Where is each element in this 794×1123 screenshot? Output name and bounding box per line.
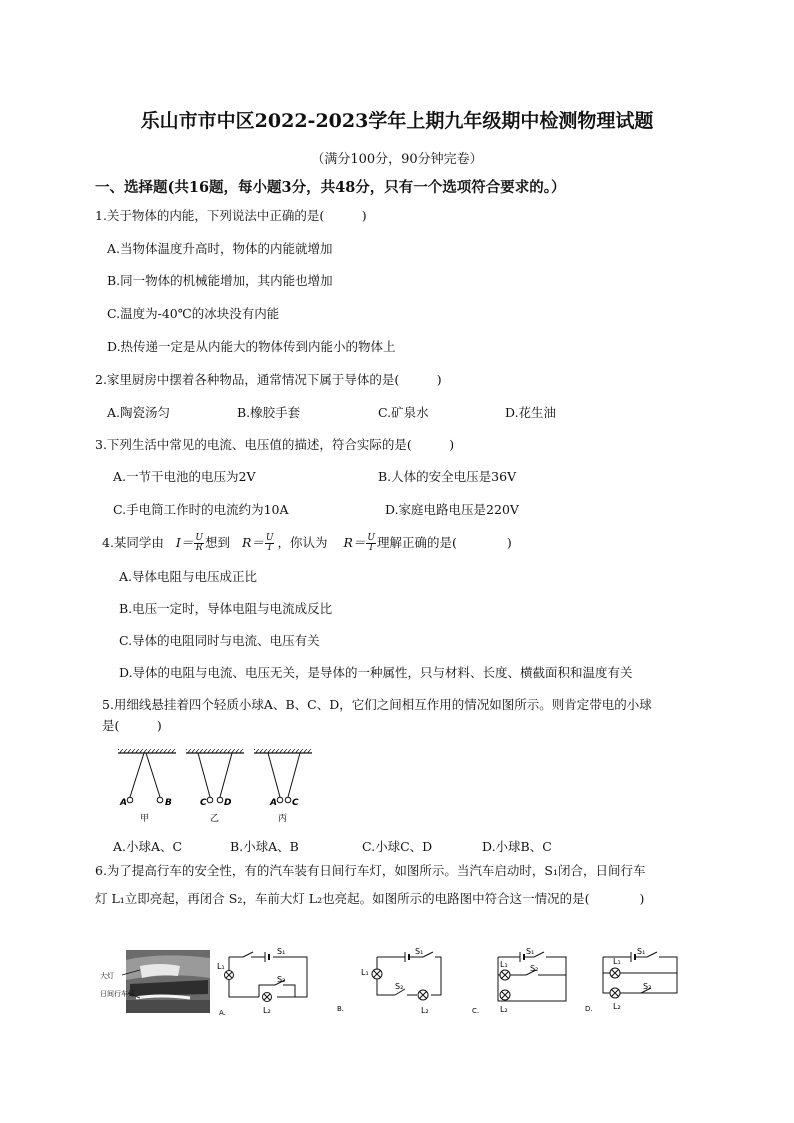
q5-option-d: D.小球B、C <box>482 839 552 854</box>
q3-stem: 3.下列生活中常见的电流、电压值的描述，符合实际的是( ) <box>95 437 455 452</box>
charged-balls-figure <box>110 745 320 830</box>
exam-info: （满分100分，90分钟完卷） <box>311 152 483 167</box>
lamp-label: L₂ <box>421 1006 429 1015</box>
car-photo <box>100 950 210 1013</box>
option-label: D. <box>585 1005 593 1013</box>
q1-option-b: B.同一物体的机械能增加，其内能也增加 <box>107 273 333 288</box>
ball-label: A <box>120 798 127 808</box>
formula-resistance <box>366 534 376 553</box>
q5-stem-line2: 是( ) <box>102 718 162 733</box>
q2-option-d: D.花生油 <box>505 405 557 420</box>
q6-stem-line1: 6.为了提高行车的安全性，有的汽车装有日间行车灯，如图所示。当汽车启动时，S₁闭合，日间行车 <box>95 863 646 878</box>
lamp-label: L₂ <box>263 1006 271 1015</box>
photo-label-daylight: 日间行车灯 <box>100 990 135 998</box>
formula-lhs: R＝ <box>241 535 264 550</box>
option-label: A. <box>219 1009 226 1017</box>
q5-option-b: B.小球A、B <box>230 839 299 854</box>
photo-label-headlight: 大灯 <box>100 972 114 980</box>
switch-label: S₁ <box>277 947 286 956</box>
q4-option-b: B.电压一定时，导体电阻与电流成反比 <box>119 601 333 616</box>
q4-option-d: D.导体的电阻与电流、电压无关，是导体的一种属性，只与材料、长度、横截面积和温度有关 <box>119 665 633 680</box>
q2-option-b: B.橡胶手套 <box>237 405 301 420</box>
q3-option-b: B.人体的安全电压是36V <box>378 469 517 484</box>
formula-lhs: I＝ <box>175 535 194 550</box>
q1-option-d: D.热传递一定是从内能大的物体传到内能小的物体上 <box>107 339 396 354</box>
ball-label: C <box>200 798 207 808</box>
fraction-numerator: U <box>195 533 203 543</box>
ball-label: D <box>224 798 232 808</box>
q4-mid-text: 想到 <box>204 535 230 550</box>
q1-option-c: C.温度为-40℃的冰块没有内能 <box>107 306 280 321</box>
switch-label: S₂ <box>395 982 404 991</box>
option-label: B. <box>337 1005 345 1013</box>
q4-mid-text: ，你认为 <box>277 535 328 550</box>
switch-label: S₁ <box>637 947 646 956</box>
q3-option-a: A.一节干电池的电压为2V <box>113 469 256 484</box>
q1-stem: 1.关于物体的内能，下列说法中正确的是( ) <box>95 208 367 223</box>
ball-label: C <box>292 798 299 808</box>
lamp-label: L₁ <box>217 962 225 971</box>
switch-label: S₁ <box>526 947 535 956</box>
q5-stem-line1: 5.用细线悬挂着四个轻质小球A、B、C、D，它们之间相互作用的情况如图所示。则肯定带电的小球 <box>102 697 652 712</box>
q6-stem-line2: 灯 L₁立即亮起，再闭合 S₂，车前大灯 L₂也亮起。如图所示的电路图中符合这一情况的是( ) <box>95 891 645 906</box>
lamp-label: L₂ <box>613 1002 621 1011</box>
fraction-numerator: U <box>367 533 375 543</box>
section-heading: 一、选择题(共16题，每小题3分，共48分，只有一个选项符合要求的。） <box>95 179 566 196</box>
lamp-label: L₂ <box>500 1005 508 1014</box>
switch-label: S₂ <box>530 964 539 973</box>
q4-stem <box>102 532 512 554</box>
q2-option-a: A.陶瓷汤匀 <box>107 405 171 420</box>
lamp-label: L₁ <box>500 960 508 969</box>
fraction-numerator: U <box>265 533 274 543</box>
q4-option-a: A.导体电阻与电压成正比 <box>119 569 258 584</box>
formula-resistance <box>265 534 275 553</box>
option-label: C. <box>472 1007 480 1015</box>
fraction-denominator: R <box>195 543 203 553</box>
formula-ohm-current <box>194 534 204 553</box>
circuit-d <box>585 945 695 1020</box>
fraction-denominator: I <box>369 543 373 553</box>
figure-group-jia <box>118 749 176 824</box>
circuit-b <box>335 945 460 1023</box>
page-title: 乐山市市中区2022-2023学年上期九年级期中检测物理试题 <box>140 110 654 132</box>
q4-option-c: C.导体的电阻同时与电流、电压有关 <box>119 633 320 648</box>
q3-option-c: C.手电筒工作时的电流约为10A <box>113 502 289 517</box>
q4-suffix: 理解正确的是( ) <box>377 535 512 550</box>
q3-option-d: D.家庭电路电压是220V <box>385 502 519 517</box>
figure-caption: 丙 <box>278 814 288 824</box>
ball-label: B <box>165 798 172 808</box>
q1-option-a: A.当物体温度升高时，物体的内能就增加 <box>107 241 333 256</box>
ball-label: A <box>270 798 277 808</box>
circuit-c <box>470 945 585 1025</box>
q2-option-c: C.矿泉水 <box>378 405 429 420</box>
formula-lhs: R＝ <box>343 535 366 550</box>
switch-label: S₂ <box>277 975 286 984</box>
figure-group-bing <box>254 749 312 824</box>
switch-label: S₂ <box>643 982 652 991</box>
figure-caption: 甲 <box>140 814 150 824</box>
figure-group-yi <box>186 749 244 824</box>
figure-caption: 乙 <box>210 814 220 824</box>
fraction-denominator: I <box>267 543 272 553</box>
lamp-label: L₁ <box>361 968 369 977</box>
q4-prefix: 4.某同学由 <box>102 535 164 550</box>
circuit-a <box>215 945 315 1023</box>
q2-stem: 2.家里厨房中摆着各种物品，通常情况下属于导体的是( ) <box>95 372 442 387</box>
q5-option-c: C.小球C、D <box>362 839 433 854</box>
lamp-label: L₁ <box>613 957 621 966</box>
switch-label: S₁ <box>415 947 424 956</box>
q5-option-a: A.小球A、C <box>113 839 183 854</box>
